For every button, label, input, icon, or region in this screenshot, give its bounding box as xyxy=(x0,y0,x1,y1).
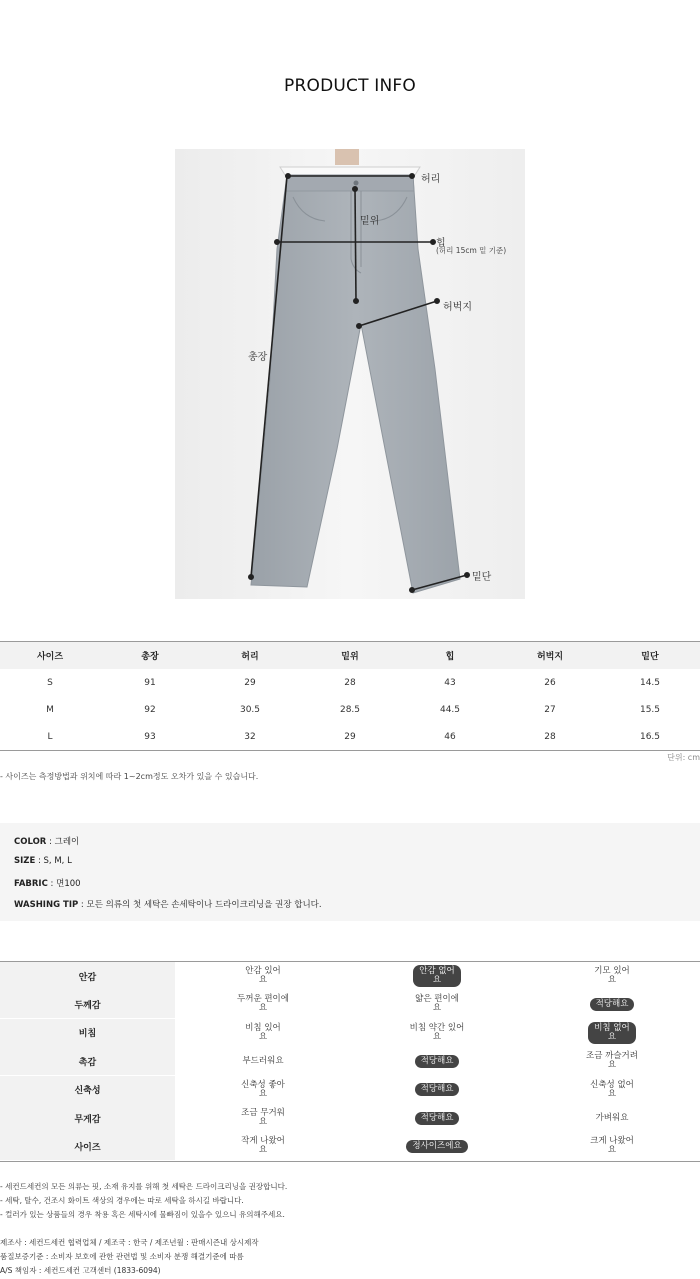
cell: 16.5 xyxy=(600,723,700,751)
cell: 93 xyxy=(100,723,200,751)
label-hem: 밑단 xyxy=(472,572,492,583)
feel-row-label: 안감 xyxy=(0,962,175,990)
table-row xyxy=(0,696,700,723)
feel-option-text: 기모 있어 요 xyxy=(594,966,630,985)
feel-row-label: 촉감 xyxy=(0,1047,175,1075)
info-fabric-value: : 면100 xyxy=(47,879,81,889)
cell: L xyxy=(0,723,100,751)
size-table-header xyxy=(0,642,700,670)
col-waist: 허리 xyxy=(200,642,300,670)
feel-row xyxy=(0,1047,700,1075)
product-info-box xyxy=(0,823,700,921)
feel-option-text: 적당해요 xyxy=(415,1083,460,1096)
info-washing-value: : 모든 의류의 첫 세탁은 손세탁이나 드라이크리닝을 권장 합니다. xyxy=(78,900,322,910)
col-hem: 밑단 xyxy=(600,642,700,670)
cell: 32 xyxy=(200,723,300,751)
col-hip: 힙 xyxy=(400,642,500,670)
feel-option-text: 조금 까슬거려 요 xyxy=(586,1051,638,1071)
cell: 29 xyxy=(300,723,400,751)
info-color-value: : 그레이 xyxy=(46,837,80,847)
company-note: A/S 책임자 : 세컨드세컨 고객센터 (1833-6094) xyxy=(0,1266,161,1275)
company-note: 제조사 : 세컨드세컨 협력업체 / 제조국 : 한국 / 제조년월 : 판매시즌내 상시제작 xyxy=(0,1238,259,1247)
info-fabric-label: FABRIC xyxy=(14,879,48,889)
info-washing-label: WASHING TIP xyxy=(14,900,79,910)
label-length: 총장 xyxy=(248,352,268,363)
unit-label: 단위: cm xyxy=(667,753,700,762)
feel-option-selected xyxy=(362,1076,512,1104)
info-size-value: : S, M, L xyxy=(35,856,72,866)
feel-row xyxy=(0,990,700,1018)
feel-row xyxy=(0,1019,700,1047)
cell: 30.5 xyxy=(239,704,261,715)
feel-option-text: 얇은 편이에 요 xyxy=(415,994,459,1014)
table-row xyxy=(0,723,700,751)
feel-option xyxy=(537,1132,687,1160)
feel-option-text: 정사이즈에요 xyxy=(406,1140,467,1153)
feel-option xyxy=(188,1132,338,1160)
feel-option-text: 부드러워요 xyxy=(242,1055,284,1066)
feel-option xyxy=(188,962,338,990)
feel-option-text: 두꺼운 편이에 요 xyxy=(237,994,289,1014)
care-note: - 세탁, 탈수, 건조시 화이트 색상의 경우에는 따로 세탁을 하시길 바랍니다. xyxy=(0,1196,244,1205)
feel-option xyxy=(537,1104,687,1132)
col-length: 총장 xyxy=(100,642,200,670)
feel-option-text: 적당해요 xyxy=(415,1055,460,1068)
feel-row-label: 사이즈 xyxy=(0,1132,175,1160)
col-rise: 밑위 xyxy=(300,642,400,670)
info-washing xyxy=(14,898,322,910)
label-thigh: 허벅지 xyxy=(443,302,472,313)
feel-option xyxy=(537,1047,687,1075)
label-hip: 힙 xyxy=(436,238,446,249)
cell: 43 xyxy=(444,677,456,688)
cell: 28 xyxy=(500,723,600,751)
feel-option-text: 안감 없어 요 xyxy=(413,965,461,987)
feel-option-text: 안감 있어 요 xyxy=(245,966,281,985)
cell: 29 xyxy=(244,677,256,688)
cell: 28 xyxy=(344,677,356,688)
col-size: 사이즈 xyxy=(0,642,100,670)
feel-option xyxy=(537,1076,687,1104)
info-size xyxy=(14,856,72,866)
cell: S xyxy=(47,677,53,688)
feel-option xyxy=(188,1047,338,1075)
hanger-icon xyxy=(335,149,359,165)
cell: 44.5 xyxy=(439,704,461,715)
size-table xyxy=(0,641,700,751)
feel-row-label: 두께감 xyxy=(0,990,175,1018)
info-color xyxy=(14,835,79,847)
feel-option xyxy=(362,1019,512,1047)
feel-row xyxy=(0,1132,700,1160)
feel-option xyxy=(188,1104,338,1132)
cell: 92 xyxy=(144,704,156,715)
cell: 91 xyxy=(144,677,156,688)
feel-option-text: 적당해요 xyxy=(590,998,635,1011)
button-icon xyxy=(354,181,359,186)
feel-row-label: 비침 xyxy=(0,1019,175,1047)
feel-option xyxy=(188,990,338,1018)
info-fabric xyxy=(14,877,81,889)
feel-row-label: 신축성 xyxy=(0,1076,175,1104)
feel-option-text: 조금 무거워 요 xyxy=(241,1108,285,1127)
feel-option-text: 비침 있어 요 xyxy=(245,1022,281,1042)
page-title: PRODUCT INFO xyxy=(284,76,416,96)
cell: 26 xyxy=(544,677,556,688)
feel-row xyxy=(0,1104,700,1132)
fabric-feel-table xyxy=(0,961,700,1162)
cell: 27 xyxy=(544,704,556,715)
label-rise: 밑위 xyxy=(360,216,380,227)
info-size-label: SIZE xyxy=(14,856,36,866)
feel-row-label: 무게감 xyxy=(0,1104,175,1132)
info-color-label: COLOR xyxy=(14,837,47,847)
care-note: - 컬러가 있는 상품들의 경우 착용 혹은 세탁시에 물빠짐이 있을수 있으니 유의해주세요. xyxy=(0,1210,285,1219)
feel-option-text: 비침 약간 있어 요 xyxy=(409,1022,465,1042)
company-note: 품질보증기준 : 소비자 보호에 관한 관련법 및 소비자 분쟁 해결기준에 따름 xyxy=(0,1252,244,1261)
feel-option xyxy=(362,990,512,1018)
label-hip-note: (허리 15cm 밑 기준) xyxy=(436,246,507,255)
product-image xyxy=(175,149,525,599)
size-note: - 사이즈는 측정방법과 위치에 따라 1~2cm정도 오차가 있을 수 있습니다. xyxy=(0,772,259,781)
care-note: - 세컨드세컨의 모든 의류는 핏, 소재 유지를 위해 첫 세탁은 드라이크리닝을 권장합니다. xyxy=(0,1182,288,1191)
cell: 14.5 xyxy=(639,677,661,688)
feel-option-text: 가벼워요 xyxy=(595,1112,629,1123)
feel-option-text: 작게 나왔어 요 xyxy=(241,1136,285,1156)
feel-option-selected xyxy=(362,1047,512,1075)
feel-option-selected xyxy=(362,1132,512,1160)
care-notes xyxy=(0,1180,287,1222)
cell: 28.5 xyxy=(339,704,361,715)
feel-option-text: 신축성 좋아 요 xyxy=(241,1079,285,1099)
cell: 15.5 xyxy=(639,704,661,715)
feel-option-text: 신축성 없어 요 xyxy=(590,1079,634,1099)
feel-row xyxy=(0,962,700,990)
cell: 46 xyxy=(400,723,500,751)
feel-option xyxy=(188,1076,338,1104)
feel-option-selected xyxy=(537,990,687,1018)
table-row xyxy=(0,669,700,696)
feel-row xyxy=(0,1076,700,1104)
feel-option-text: 적당해요 xyxy=(415,1112,460,1125)
feel-option xyxy=(537,962,687,990)
feel-option-selected xyxy=(362,962,512,990)
company-notes xyxy=(0,1236,259,1278)
feel-option-text: 크게 나왔어 요 xyxy=(590,1136,634,1156)
label-waist: 허리 xyxy=(421,174,441,185)
feel-option-text: 비침 없어 요 xyxy=(588,1022,636,1044)
feel-option xyxy=(188,1019,338,1047)
jeans-illustration xyxy=(175,149,525,599)
cell: M xyxy=(46,704,54,715)
col-thigh: 허벅지 xyxy=(500,642,600,670)
feel-option-selected xyxy=(537,1019,687,1047)
feel-option-selected xyxy=(362,1104,512,1132)
